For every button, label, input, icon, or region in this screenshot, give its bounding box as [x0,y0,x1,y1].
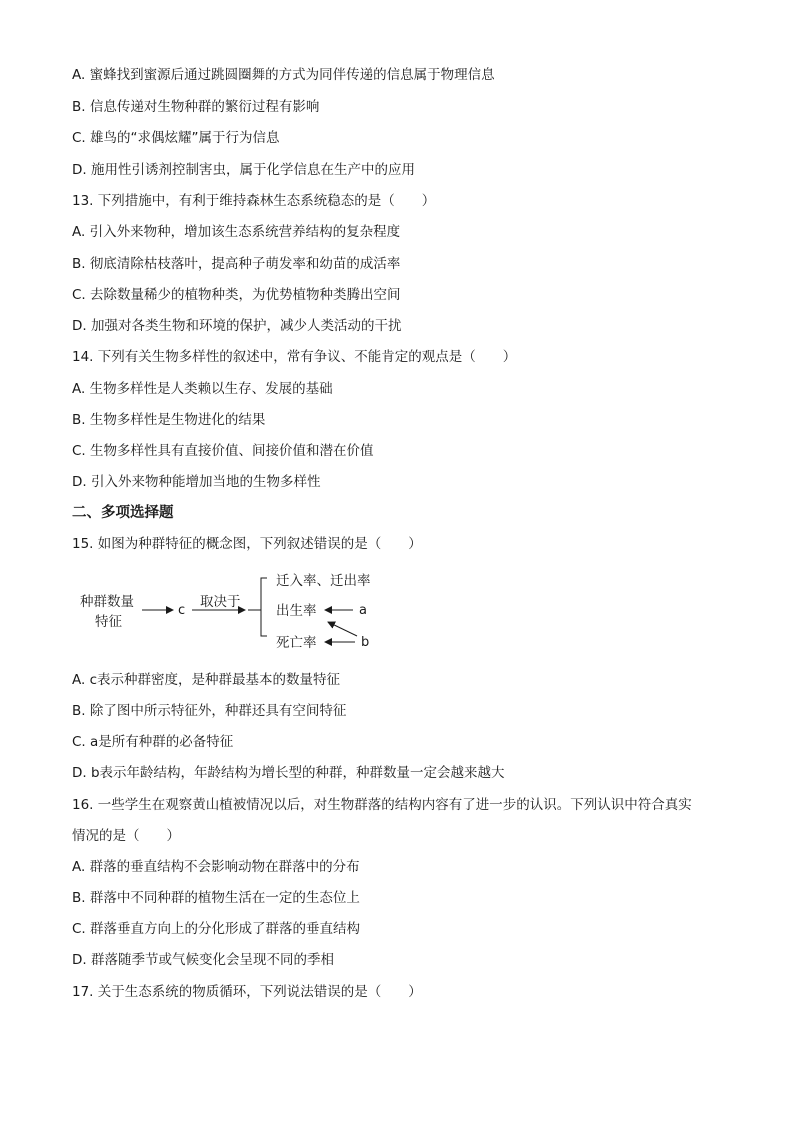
option-text: B. 彻底清除枯枝落叶，提高种子萌发率和幼苗的成活率 [72,256,401,272]
option-text: B. 除了图中所示特征外，种群还具有空间特征 [72,703,347,719]
option-text: B. 群落中不同种群的植物生活在一定的生态位上 [72,890,360,906]
diagram-source-line1: 种群数量 [80,594,134,610]
option-text: A. 蜜蜂找到蜜源后通过跳圆圈舞的方式为同伴传递的信息属于物理信息 [72,67,495,83]
diagram-source-line2: 特征 [95,614,122,630]
option-text: C. 生物多样性具有直接价值、间接价值和潜在价值 [72,443,374,459]
diagram-branch-bottom: 死亡率 [276,635,317,651]
question-stem-continued: 情况的是（ ） [72,828,180,844]
diagram-branch-top: 迁入率、迁出率 [276,573,371,589]
diagram-b-label: b [361,635,370,650]
diagram-branch-mid: 出生率 [276,603,317,619]
diagram-brace [261,578,267,636]
option-text: C. a是所有种群的必备特征 [72,734,234,750]
option-text: C. 雄鸟的“求偶炫耀”属于行为信息 [72,130,280,146]
question-stem: 14. 下列有关生物多样性的叙述中，常有争议、不能肯定的观点是（ ） [72,349,517,365]
arrow-b-to-birth-rate [328,622,357,636]
option-text: D. 施用性引诱剂控制害虫，属于化学信息在生产中的应用 [72,162,415,178]
option-text: D. 群落随季节或气候变化会呈现不同的季相 [72,952,334,968]
question-stem: 13. 下列措施中，有利于维持森林生态系统稳态的是（ ） [72,193,436,209]
option-text: A. c表示种群密度，是种群最基本的数量特征 [72,672,341,688]
option-text: A. 群落的垂直结构不会影响动物在群落中的分布 [72,859,360,875]
diagram-c-label: c [178,603,186,618]
diagram-relation-label: 取决于 [200,594,241,610]
option-text: A. 生物多样性是人类赖以生存、发展的基础 [72,381,333,397]
option-text: C. 去除数量稀少的植物种类，为优势植物种类腾出空间 [72,287,401,303]
population-concept-diagram [60,566,400,656]
option-text: B. 生物多样性是生物进化的结果 [72,412,266,428]
option-text: C. 群落垂直方向上的分化形成了群落的垂直结构 [72,921,361,937]
option-text: B. 信息传递对生物种群的繁衍过程有影响 [72,99,320,115]
diagram-a-label: a [359,603,367,618]
option-text: A. 引入外来物种，增加该生态系统营养结构的复杂程度 [72,224,401,240]
question-stem: 17. 关于生态系统的物质循环，下列说法错误的是（ ） [72,984,422,1000]
question-stem: 15. 如图为种群特征的概念图，下列叙述错误的是（ ） [72,536,422,552]
option-text: D. 引入外来物种能增加当地的生物多样性 [72,474,321,490]
question-stem: 16. 一些学生在观察黄山植被情况以后，对生物群落的结构内容有了进一步的认识。下列认识中符合真实 [72,797,692,813]
option-text: D. b表示年龄结构，年龄结构为增长型的种群，种群数量一定会越来越大 [72,765,505,781]
section-title: 二、多项选择题 [72,505,174,521]
option-text: D. 加强对各类生物和环境的保护，减少人类活动的干扰 [72,318,402,334]
